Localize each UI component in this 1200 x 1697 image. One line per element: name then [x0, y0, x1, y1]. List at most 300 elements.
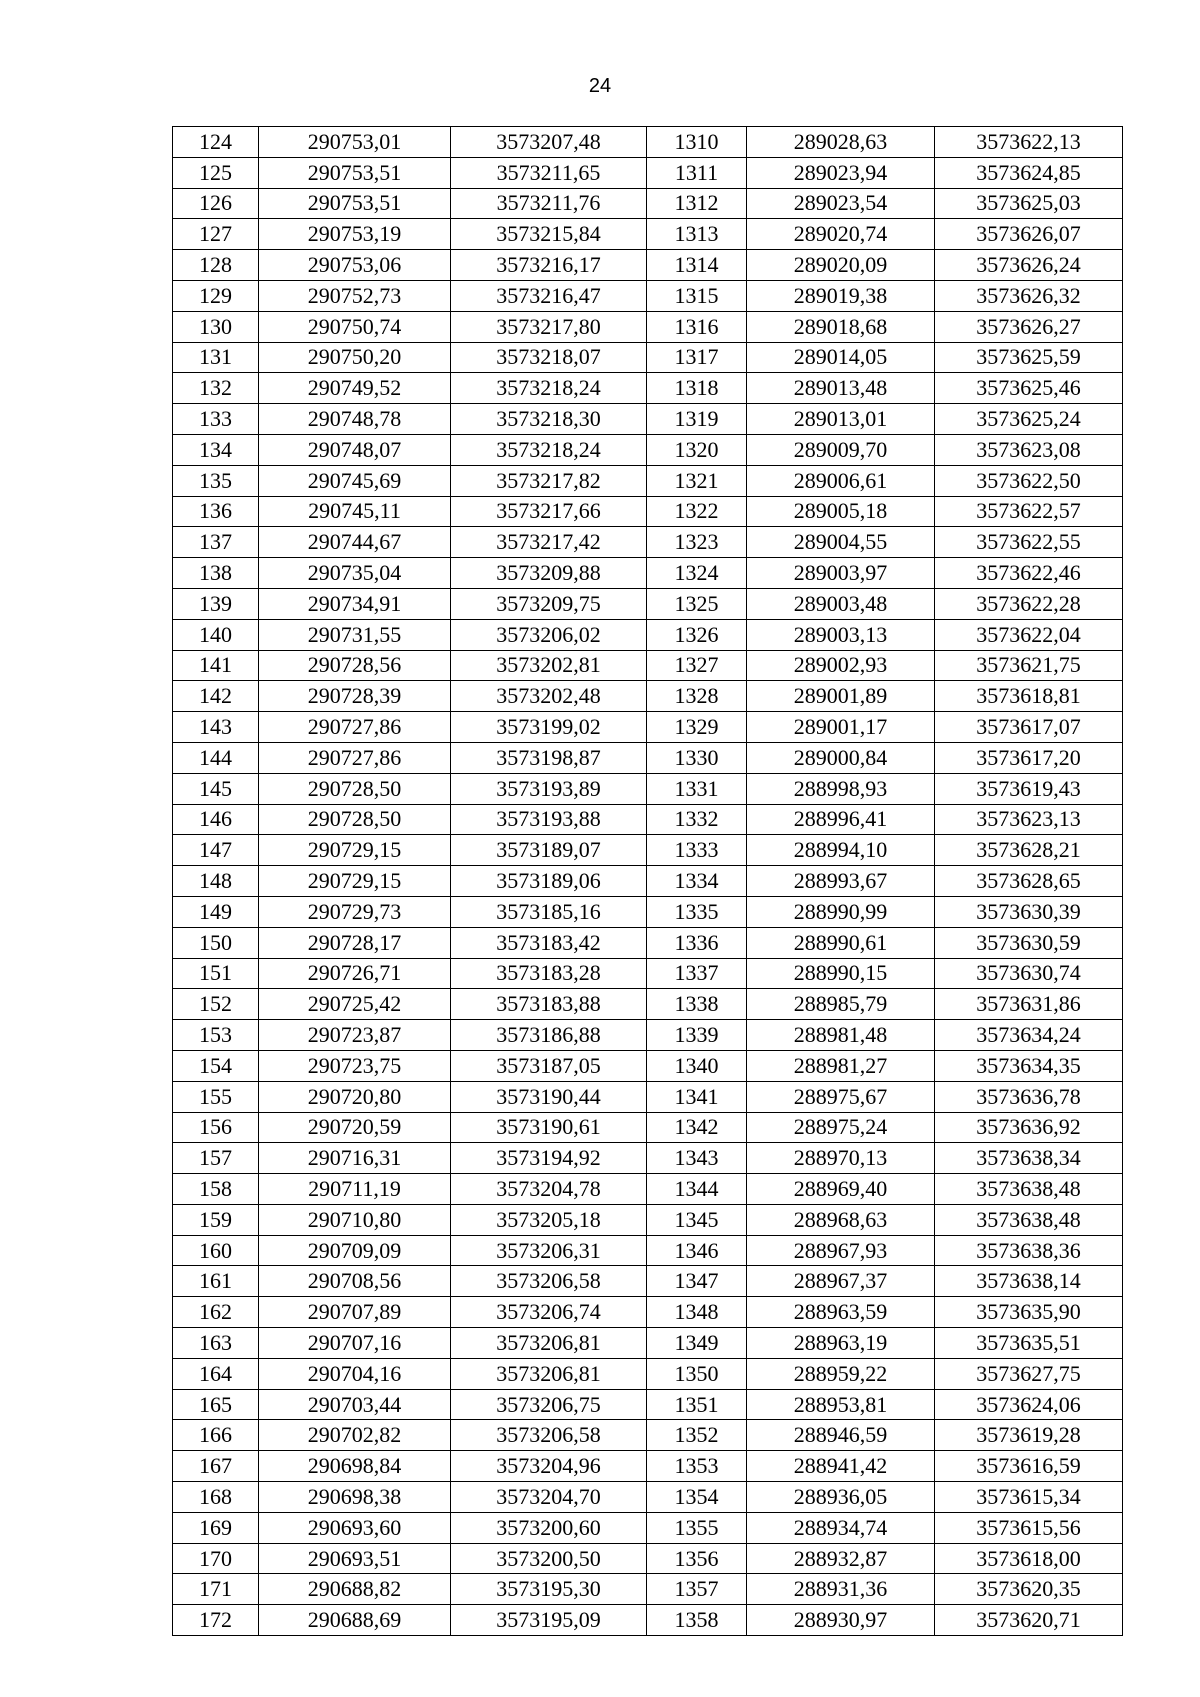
y-coordinate-left: 3573217,82	[451, 465, 647, 496]
table-row	[173, 619, 1123, 650]
y-coordinate-right: 3573638,48	[935, 1174, 1123, 1205]
x-coordinate-left: 290728,39	[259, 681, 451, 712]
x-coordinate-right: 289003,48	[747, 588, 935, 619]
y-coordinate-right: 3573638,34	[935, 1143, 1123, 1174]
y-coordinate-left: 3573209,75	[451, 588, 647, 619]
point-number-right: 1316	[647, 311, 747, 342]
x-coordinate-right: 289013,48	[747, 373, 935, 404]
x-coordinate-left: 290731,55	[259, 619, 451, 650]
table-row	[173, 1050, 1123, 1081]
point-number-right: 1351	[647, 1389, 747, 1420]
point-number-right: 1314	[647, 250, 747, 281]
table-row	[173, 681, 1123, 712]
y-coordinate-left: 3573206,58	[451, 1266, 647, 1297]
point-number-left: 144	[173, 742, 259, 773]
point-number-left: 168	[173, 1482, 259, 1513]
point-number-right: 1332	[647, 804, 747, 835]
y-coordinate-right: 3573619,43	[935, 773, 1123, 804]
point-number-left: 131	[173, 342, 259, 373]
table-row	[173, 1389, 1123, 1420]
point-number-right: 1313	[647, 219, 747, 250]
y-coordinate-left: 3573206,74	[451, 1297, 647, 1328]
point-number-right: 1348	[647, 1297, 747, 1328]
y-coordinate-right: 3573615,56	[935, 1512, 1123, 1543]
y-coordinate-left: 3573206,75	[451, 1389, 647, 1420]
x-coordinate-left: 290753,51	[259, 157, 451, 188]
point-number-right: 1328	[647, 681, 747, 712]
point-number-left: 167	[173, 1451, 259, 1482]
point-number-left: 151	[173, 958, 259, 989]
x-coordinate-right: 289023,54	[747, 188, 935, 219]
table-row	[173, 342, 1123, 373]
table-row	[173, 958, 1123, 989]
point-number-left: 134	[173, 434, 259, 465]
point-number-left: 154	[173, 1050, 259, 1081]
x-coordinate-left: 290693,51	[259, 1543, 451, 1574]
y-coordinate-right: 3573625,24	[935, 404, 1123, 435]
y-coordinate-left: 3573195,09	[451, 1605, 647, 1636]
y-coordinate-right: 3573626,07	[935, 219, 1123, 250]
point-number-right: 1346	[647, 1235, 747, 1266]
x-coordinate-left: 290708,56	[259, 1266, 451, 1297]
point-number-right: 1325	[647, 588, 747, 619]
x-coordinate-left: 290698,38	[259, 1482, 451, 1513]
x-coordinate-left: 290727,86	[259, 712, 451, 743]
x-coordinate-left: 290748,78	[259, 404, 451, 435]
x-coordinate-right: 288975,67	[747, 1081, 935, 1112]
x-coordinate-left: 290704,16	[259, 1358, 451, 1389]
table-row	[173, 588, 1123, 619]
x-coordinate-right: 288990,61	[747, 927, 935, 958]
y-coordinate-left: 3573206,81	[451, 1358, 647, 1389]
y-coordinate-left: 3573205,18	[451, 1204, 647, 1235]
point-number-left: 170	[173, 1543, 259, 1574]
point-number-right: 1337	[647, 958, 747, 989]
table-row	[173, 311, 1123, 342]
x-coordinate-left: 290750,20	[259, 342, 451, 373]
x-coordinate-left: 290728,56	[259, 650, 451, 681]
y-coordinate-right: 3573638,36	[935, 1235, 1123, 1266]
point-number-left: 124	[173, 127, 259, 158]
x-coordinate-right: 289000,84	[747, 742, 935, 773]
y-coordinate-right: 3573630,59	[935, 927, 1123, 958]
y-coordinate-left: 3573194,92	[451, 1143, 647, 1174]
table-row	[173, 1420, 1123, 1451]
x-coordinate-left: 290728,50	[259, 804, 451, 835]
y-coordinate-left: 3573216,47	[451, 280, 647, 311]
table-row	[173, 188, 1123, 219]
table-row	[173, 866, 1123, 897]
x-coordinate-left: 290726,71	[259, 958, 451, 989]
point-number-right: 1352	[647, 1420, 747, 1451]
point-number-left: 149	[173, 896, 259, 927]
y-coordinate-right: 3573635,51	[935, 1328, 1123, 1359]
y-coordinate-right: 3573630,74	[935, 958, 1123, 989]
point-number-left: 169	[173, 1512, 259, 1543]
x-coordinate-right: 289003,97	[747, 558, 935, 589]
y-coordinate-right: 3573622,57	[935, 496, 1123, 527]
point-number-left: 146	[173, 804, 259, 835]
x-coordinate-right: 288941,42	[747, 1451, 935, 1482]
y-coordinate-right: 3573618,00	[935, 1543, 1123, 1574]
point-number-right: 1315	[647, 280, 747, 311]
x-coordinate-left: 290711,19	[259, 1174, 451, 1205]
table-row	[173, 896, 1123, 927]
point-number-left: 156	[173, 1112, 259, 1143]
point-number-right: 1350	[647, 1358, 747, 1389]
x-coordinate-right: 289023,94	[747, 157, 935, 188]
x-coordinate-left: 290729,15	[259, 866, 451, 897]
point-number-left: 148	[173, 866, 259, 897]
point-number-left: 161	[173, 1266, 259, 1297]
x-coordinate-right: 289005,18	[747, 496, 935, 527]
y-coordinate-left: 3573206,58	[451, 1420, 647, 1451]
table-row	[173, 1112, 1123, 1143]
x-coordinate-left: 290720,80	[259, 1081, 451, 1112]
table-row	[173, 250, 1123, 281]
x-coordinate-left: 290688,69	[259, 1605, 451, 1636]
y-coordinate-left: 3573195,30	[451, 1574, 647, 1605]
y-coordinate-right: 3573622,28	[935, 588, 1123, 619]
table-row	[173, 1512, 1123, 1543]
table-row	[173, 1204, 1123, 1235]
table-row	[173, 1358, 1123, 1389]
x-coordinate-left: 290735,04	[259, 558, 451, 589]
x-coordinate-right: 288963,19	[747, 1328, 935, 1359]
table-row	[173, 1081, 1123, 1112]
x-coordinate-left: 290749,52	[259, 373, 451, 404]
coordinates-table	[172, 126, 1123, 1636]
point-number-right: 1353	[647, 1451, 747, 1482]
x-coordinate-left: 290748,07	[259, 434, 451, 465]
point-number-left: 147	[173, 835, 259, 866]
x-coordinate-right: 288985,79	[747, 989, 935, 1020]
table-row	[173, 1143, 1123, 1174]
y-coordinate-right: 3573617,20	[935, 742, 1123, 773]
table-row	[173, 373, 1123, 404]
y-coordinate-left: 3573187,05	[451, 1050, 647, 1081]
table-row	[173, 1174, 1123, 1205]
point-number-left: 130	[173, 311, 259, 342]
point-number-left: 132	[173, 373, 259, 404]
point-number-right: 1310	[647, 127, 747, 158]
table-row	[173, 1266, 1123, 1297]
x-coordinate-right: 289003,13	[747, 619, 935, 650]
y-coordinate-right: 3573624,85	[935, 157, 1123, 188]
point-number-right: 1342	[647, 1112, 747, 1143]
x-coordinate-left: 290703,44	[259, 1389, 451, 1420]
x-coordinate-right: 289019,38	[747, 280, 935, 311]
y-coordinate-right: 3573627,75	[935, 1358, 1123, 1389]
y-coordinate-left: 3573218,24	[451, 373, 647, 404]
x-coordinate-left: 290753,51	[259, 188, 451, 219]
point-number-left: 141	[173, 650, 259, 681]
point-number-left: 126	[173, 188, 259, 219]
table-row	[173, 1482, 1123, 1513]
y-coordinate-right: 3573622,50	[935, 465, 1123, 496]
point-number-left: 158	[173, 1174, 259, 1205]
x-coordinate-left: 290698,84	[259, 1451, 451, 1482]
y-coordinate-right: 3573625,03	[935, 188, 1123, 219]
y-coordinate-right: 3573636,92	[935, 1112, 1123, 1143]
y-coordinate-right: 3573623,08	[935, 434, 1123, 465]
y-coordinate-right: 3573634,35	[935, 1050, 1123, 1081]
table-row	[173, 1543, 1123, 1574]
x-coordinate-right: 289028,63	[747, 127, 935, 158]
table-row	[173, 558, 1123, 589]
page-number: 24	[588, 75, 612, 97]
x-coordinate-right: 289013,01	[747, 404, 935, 435]
x-coordinate-left: 290734,91	[259, 588, 451, 619]
y-coordinate-right: 3573618,81	[935, 681, 1123, 712]
table-row	[173, 496, 1123, 527]
x-coordinate-right: 288990,99	[747, 896, 935, 927]
y-coordinate-left: 3573200,50	[451, 1543, 647, 1574]
table-row	[173, 1451, 1123, 1482]
y-coordinate-left: 3573218,07	[451, 342, 647, 373]
point-number-right: 1333	[647, 835, 747, 866]
y-coordinate-right: 3573631,86	[935, 989, 1123, 1020]
point-number-right: 1345	[647, 1204, 747, 1235]
point-number-right: 1357	[647, 1574, 747, 1605]
point-number-left: 125	[173, 157, 259, 188]
x-coordinate-right: 288934,74	[747, 1512, 935, 1543]
point-number-left: 143	[173, 712, 259, 743]
x-coordinate-left: 290693,60	[259, 1512, 451, 1543]
x-coordinate-left: 290702,82	[259, 1420, 451, 1451]
y-coordinate-left: 3573217,80	[451, 311, 647, 342]
y-coordinate-left: 3573185,16	[451, 896, 647, 927]
x-coordinate-right: 288969,40	[747, 1174, 935, 1205]
point-number-left: 129	[173, 280, 259, 311]
y-coordinate-right: 3573621,75	[935, 650, 1123, 681]
x-coordinate-right: 289006,61	[747, 465, 935, 496]
y-coordinate-right: 3573620,35	[935, 1574, 1123, 1605]
table-row	[173, 989, 1123, 1020]
table-row	[173, 465, 1123, 496]
table-row	[173, 527, 1123, 558]
x-coordinate-right: 288959,22	[747, 1358, 935, 1389]
point-number-right: 1311	[647, 157, 747, 188]
point-number-right: 1331	[647, 773, 747, 804]
point-number-left: 172	[173, 1605, 259, 1636]
y-coordinate-right: 3573616,59	[935, 1451, 1123, 1482]
y-coordinate-left: 3573217,42	[451, 527, 647, 558]
x-coordinate-left: 290750,74	[259, 311, 451, 342]
y-coordinate-left: 3573207,48	[451, 127, 647, 158]
table-row	[173, 1328, 1123, 1359]
table-row	[173, 1605, 1123, 1636]
table-row	[173, 927, 1123, 958]
y-coordinate-left: 3573190,44	[451, 1081, 647, 1112]
point-number-left: 136	[173, 496, 259, 527]
point-number-left: 159	[173, 1204, 259, 1235]
y-coordinate-right: 3573635,90	[935, 1297, 1123, 1328]
table-row	[173, 712, 1123, 743]
y-coordinate-right: 3573634,24	[935, 1020, 1123, 1051]
y-coordinate-left: 3573206,81	[451, 1328, 647, 1359]
y-coordinate-left: 3573189,07	[451, 835, 647, 866]
x-coordinate-left: 290727,86	[259, 742, 451, 773]
x-coordinate-right: 288930,97	[747, 1605, 935, 1636]
y-coordinate-left: 3573209,88	[451, 558, 647, 589]
y-coordinate-left: 3573204,70	[451, 1482, 647, 1513]
point-number-right: 1321	[647, 465, 747, 496]
point-number-left: 157	[173, 1143, 259, 1174]
x-coordinate-right: 288970,13	[747, 1143, 935, 1174]
table-row	[173, 127, 1123, 158]
y-coordinate-left: 3573193,89	[451, 773, 647, 804]
y-coordinate-right: 3573630,39	[935, 896, 1123, 927]
y-coordinate-right: 3573622,46	[935, 558, 1123, 589]
x-coordinate-left: 290753,06	[259, 250, 451, 281]
x-coordinate-right: 288975,24	[747, 1112, 935, 1143]
point-number-right: 1340	[647, 1050, 747, 1081]
point-number-right: 1326	[647, 619, 747, 650]
point-number-left: 137	[173, 527, 259, 558]
point-number-right: 1327	[647, 650, 747, 681]
point-number-left: 139	[173, 588, 259, 619]
y-coordinate-right: 3573625,46	[935, 373, 1123, 404]
table-row	[173, 835, 1123, 866]
x-coordinate-left: 290716,31	[259, 1143, 451, 1174]
x-coordinate-left: 290729,15	[259, 835, 451, 866]
y-coordinate-left: 3573204,96	[451, 1451, 647, 1482]
point-number-left: 163	[173, 1328, 259, 1359]
y-coordinate-left: 3573200,60	[451, 1512, 647, 1543]
point-number-left: 135	[173, 465, 259, 496]
x-coordinate-left: 290720,59	[259, 1112, 451, 1143]
point-number-right: 1347	[647, 1266, 747, 1297]
point-number-right: 1343	[647, 1143, 747, 1174]
x-coordinate-right: 289018,68	[747, 311, 935, 342]
x-coordinate-right: 288996,41	[747, 804, 935, 835]
y-coordinate-right: 3573638,14	[935, 1266, 1123, 1297]
y-coordinate-right: 3573619,28	[935, 1420, 1123, 1451]
x-coordinate-right: 288998,93	[747, 773, 935, 804]
point-number-left: 138	[173, 558, 259, 589]
point-number-left: 152	[173, 989, 259, 1020]
x-coordinate-left: 290744,67	[259, 527, 451, 558]
point-number-left: 164	[173, 1358, 259, 1389]
x-coordinate-left: 290688,82	[259, 1574, 451, 1605]
x-coordinate-left: 290723,87	[259, 1020, 451, 1051]
point-number-right: 1338	[647, 989, 747, 1020]
y-coordinate-right: 3573622,55	[935, 527, 1123, 558]
x-coordinate-right: 288981,48	[747, 1020, 935, 1051]
table-row	[173, 157, 1123, 188]
point-number-right: 1354	[647, 1482, 747, 1513]
y-coordinate-right: 3573626,27	[935, 311, 1123, 342]
y-coordinate-right: 3573624,06	[935, 1389, 1123, 1420]
y-coordinate-left: 3573202,48	[451, 681, 647, 712]
x-coordinate-right: 289004,55	[747, 527, 935, 558]
table-row	[173, 773, 1123, 804]
x-coordinate-right: 289009,70	[747, 434, 935, 465]
y-coordinate-left: 3573218,24	[451, 434, 647, 465]
point-number-right: 1349	[647, 1328, 747, 1359]
y-coordinate-left: 3573189,06	[451, 866, 647, 897]
y-coordinate-left: 3573183,28	[451, 958, 647, 989]
point-number-right: 1341	[647, 1081, 747, 1112]
table-row	[173, 742, 1123, 773]
y-coordinate-left: 3573199,02	[451, 712, 647, 743]
point-number-right: 1335	[647, 896, 747, 927]
y-coordinate-right: 3573628,65	[935, 866, 1123, 897]
coordinates-table-body	[173, 127, 1123, 1636]
x-coordinate-right: 289001,89	[747, 681, 935, 712]
table-row	[173, 219, 1123, 250]
point-number-right: 1324	[647, 558, 747, 589]
x-coordinate-left: 290745,11	[259, 496, 451, 527]
point-number-right: 1358	[647, 1605, 747, 1636]
y-coordinate-left: 3573211,76	[451, 188, 647, 219]
x-coordinate-right: 289001,17	[747, 712, 935, 743]
y-coordinate-right: 3573620,71	[935, 1605, 1123, 1636]
y-coordinate-left: 3573190,61	[451, 1112, 647, 1143]
x-coordinate-left: 290728,17	[259, 927, 451, 958]
y-coordinate-right: 3573628,21	[935, 835, 1123, 866]
point-number-right: 1334	[647, 866, 747, 897]
x-coordinate-left: 290753,19	[259, 219, 451, 250]
y-coordinate-right: 3573625,59	[935, 342, 1123, 373]
x-coordinate-right: 288936,05	[747, 1482, 935, 1513]
table-row	[173, 1020, 1123, 1051]
y-coordinate-right: 3573617,07	[935, 712, 1123, 743]
x-coordinate-right: 288993,67	[747, 866, 935, 897]
y-coordinate-right: 3573638,48	[935, 1204, 1123, 1235]
point-number-right: 1336	[647, 927, 747, 958]
point-number-right: 1320	[647, 434, 747, 465]
point-number-left: 153	[173, 1020, 259, 1051]
point-number-left: 142	[173, 681, 259, 712]
point-number-left: 155	[173, 1081, 259, 1112]
y-coordinate-right: 3573615,34	[935, 1482, 1123, 1513]
point-number-left: 127	[173, 219, 259, 250]
x-coordinate-right: 288968,63	[747, 1204, 935, 1235]
y-coordinate-left: 3573183,88	[451, 989, 647, 1020]
y-coordinate-left: 3573204,78	[451, 1174, 647, 1205]
x-coordinate-right: 289020,74	[747, 219, 935, 250]
x-coordinate-left: 290707,16	[259, 1328, 451, 1359]
x-coordinate-left: 290710,80	[259, 1204, 451, 1235]
x-coordinate-left: 290709,09	[259, 1235, 451, 1266]
x-coordinate-right: 288981,27	[747, 1050, 935, 1081]
x-coordinate-right: 288953,81	[747, 1389, 935, 1420]
table-row	[173, 1574, 1123, 1605]
x-coordinate-right: 288932,87	[747, 1543, 935, 1574]
x-coordinate-left: 290753,01	[259, 127, 451, 158]
point-number-right: 1344	[647, 1174, 747, 1205]
table-row	[173, 434, 1123, 465]
y-coordinate-left: 3573206,02	[451, 619, 647, 650]
x-coordinate-left: 290728,50	[259, 773, 451, 804]
y-coordinate-left: 3573206,31	[451, 1235, 647, 1266]
point-number-left: 166	[173, 1420, 259, 1451]
y-coordinate-left: 3573183,42	[451, 927, 647, 958]
x-coordinate-right: 289002,93	[747, 650, 935, 681]
point-number-left: 128	[173, 250, 259, 281]
x-coordinate-left: 290725,42	[259, 989, 451, 1020]
point-number-right: 1318	[647, 373, 747, 404]
point-number-right: 1339	[647, 1020, 747, 1051]
y-coordinate-left: 3573216,17	[451, 250, 647, 281]
point-number-left: 150	[173, 927, 259, 958]
y-coordinate-left: 3573202,81	[451, 650, 647, 681]
y-coordinate-right: 3573623,13	[935, 804, 1123, 835]
point-number-left: 162	[173, 1297, 259, 1328]
y-coordinate-right: 3573622,04	[935, 619, 1123, 650]
